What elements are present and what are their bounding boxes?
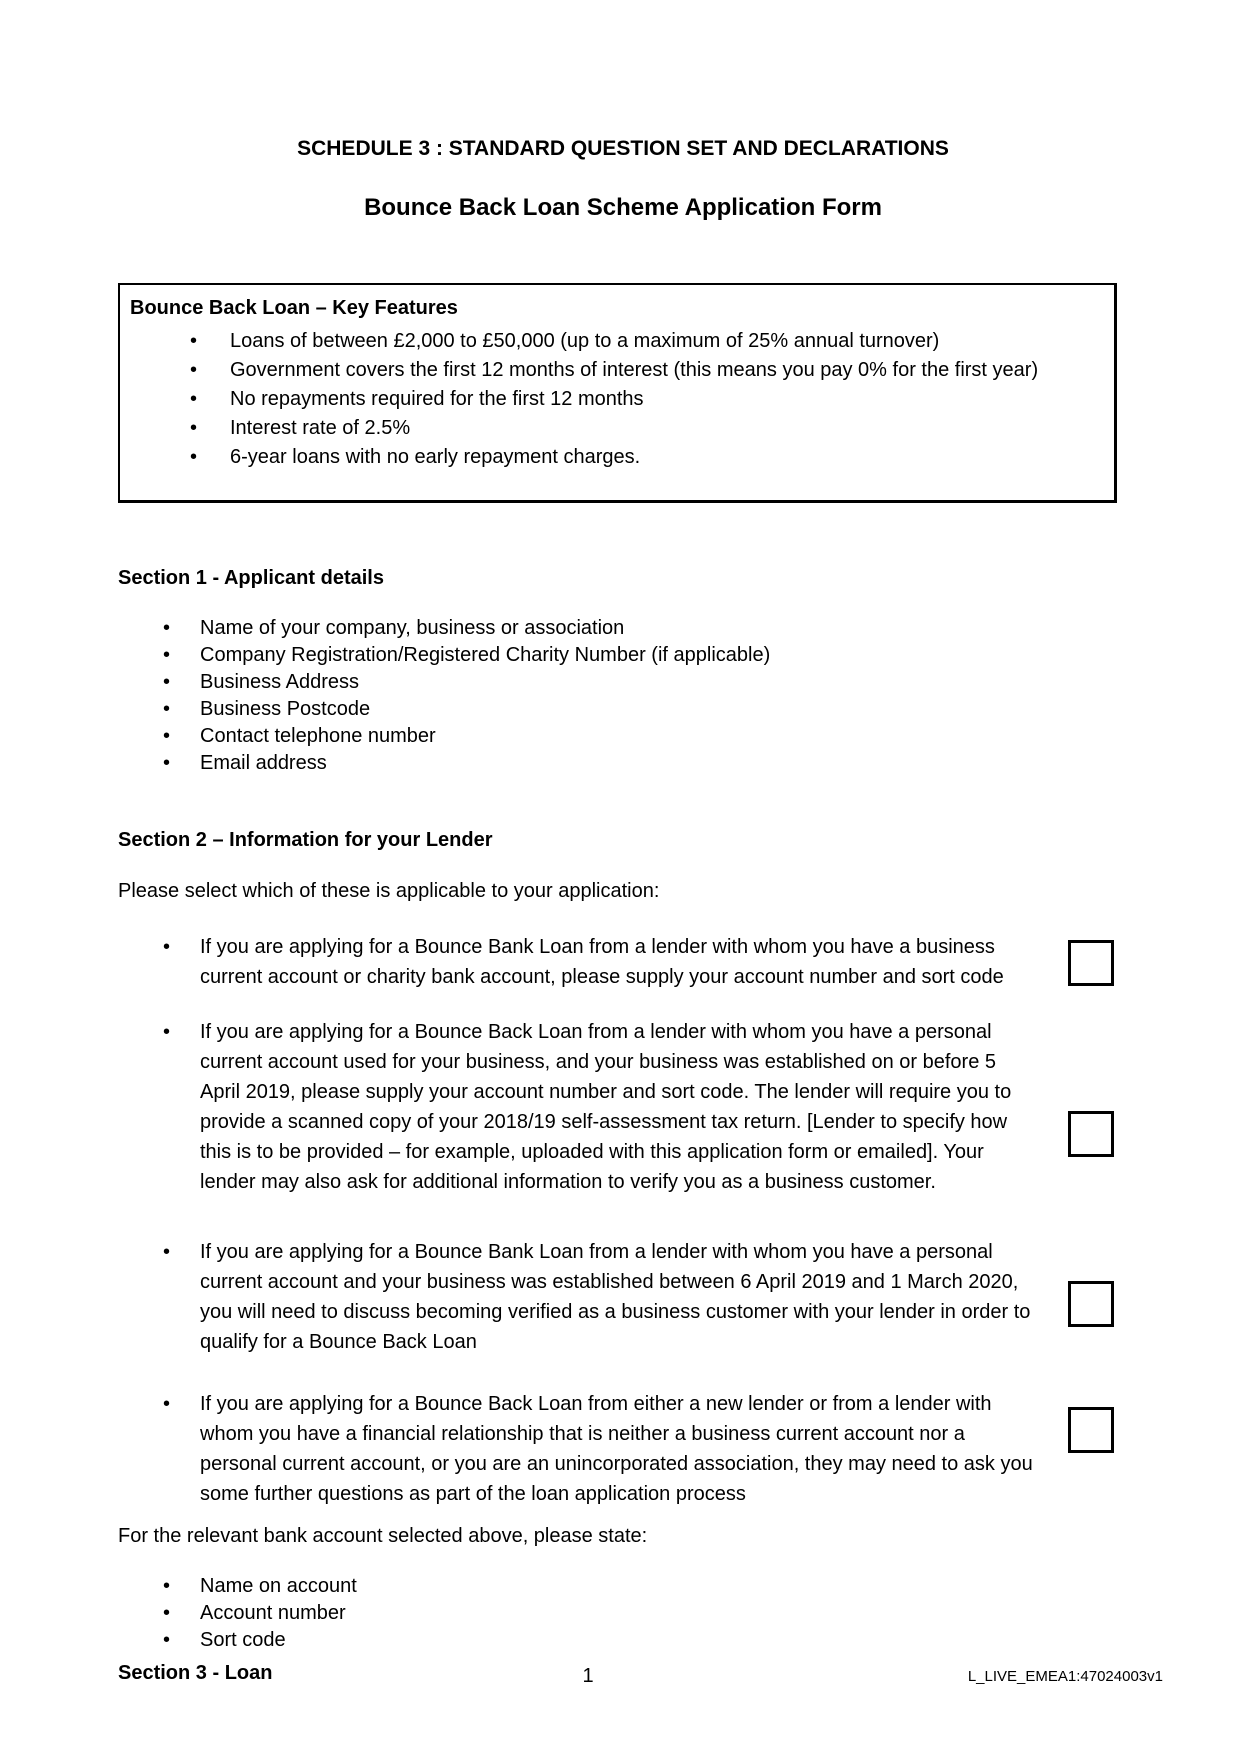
list-item: • Name of your company, business or association (118, 615, 1128, 642)
section2-intro: Please select which of these is applicable to your application: (118, 880, 660, 902)
page-subtitle: Bounce Back Loan Scheme Application Form (364, 194, 882, 221)
checkbox-personal-account-before-april-2019[interactable] (1068, 1111, 1114, 1157)
section2-followup-list (118, 1573, 1128, 1654)
option-personal-account-2019-2020 (118, 1237, 1128, 1357)
section2-heading: Section 2 – Information for your Lender (118, 829, 493, 851)
checkbox-new-lender[interactable] (1068, 1407, 1114, 1453)
list-item: • 6-year loans with no early repayment charges. (130, 443, 1102, 472)
list-item: • Government covers the first 12 months of interest (this means you pay 0% for the first year) (130, 356, 1102, 385)
list-item: • No repayments required for the first 12 months (130, 385, 1102, 414)
checkbox-personal-account-2019-2020[interactable] (1068, 1281, 1114, 1327)
list-item: • Interest rate of 2.5% (130, 414, 1102, 443)
document-content (118, 0, 1128, 1687)
section3-heading: Section 3 - Loan (118, 1662, 273, 1684)
list-item: • Name on account (118, 1573, 1128, 1600)
document-reference: L_LIVE_EMEA1:47024003v1 (967, 1668, 1163, 1685)
list-item: • Business Postcode (118, 696, 1128, 723)
key-features-box (118, 283, 1117, 503)
option-new-lender (118, 1389, 1128, 1509)
list-item: • Email address (118, 750, 1128, 777)
option-text: If you are applying for a Bounce Bank Loan from a lender with whom you have a personal current account and your business was established between 6 April 2019 and 1 March 2020, you will need to discuss becoming verified as a business customer with your lender in order to qualify for a Bounce Back Loan (200, 1241, 1031, 1353)
key-features-heading: Bounce Back Loan – Key Features (130, 297, 458, 319)
list-item: • Company Registration/Registered Charity Number (if applicable) (118, 642, 1128, 669)
section2-followup: For the relevant bank account selected above, please state: (118, 1525, 648, 1547)
checkbox-business-account[interactable] (1068, 940, 1114, 986)
option-personal-account-before-april-2019 (118, 1017, 1128, 1197)
list-item: • Sort code (118, 1627, 1128, 1654)
list-item: • Account number (118, 1600, 1128, 1627)
list-item: • Loans of between £2,000 to £50,000 (up to a maximum of 25% annual turnover) (130, 327, 1102, 356)
option-business-account (118, 932, 1128, 992)
section2-options (118, 932, 1128, 1509)
list-item: • Business Address (118, 669, 1128, 696)
section1-list (118, 615, 1128, 777)
list-item: • Contact telephone number (118, 723, 1128, 750)
page-title: SCHEDULE 3 : STANDARD QUESTION SET AND DECLARATIONS (297, 137, 949, 160)
option-text: If you are applying for a Bounce Back Loan from a lender with whom you have a personal current account used for your business, and your business was established on or before 5 April 2019, please supply your account number and sort code. The lender will require you to provide a scanned copy of your 2018/19 self-assessment tax return. [Lender to specify how this is to be provided – for example, uploaded with this application form or emailed]. Your lender may also ask for additional information to verify you as a business customer. (200, 1021, 1012, 1193)
option-text: If you are applying for a Bounce Bank Loan from a lender with whom you have a business current account or charity bank account, please supply your account number and sort code (200, 936, 1004, 988)
key-features-list (130, 327, 1102, 472)
page-number: 1 (582, 1665, 594, 1687)
section1-heading: Section 1 - Applicant details (118, 567, 384, 589)
option-text: If you are applying for a Bounce Back Loan from either a new lender or from a lender with whom you have a financial relationship that is neither a business current account nor a personal current account, or you are an unincorporated association, they may need to ask you some further questions as part of the loan application process (200, 1393, 1033, 1505)
